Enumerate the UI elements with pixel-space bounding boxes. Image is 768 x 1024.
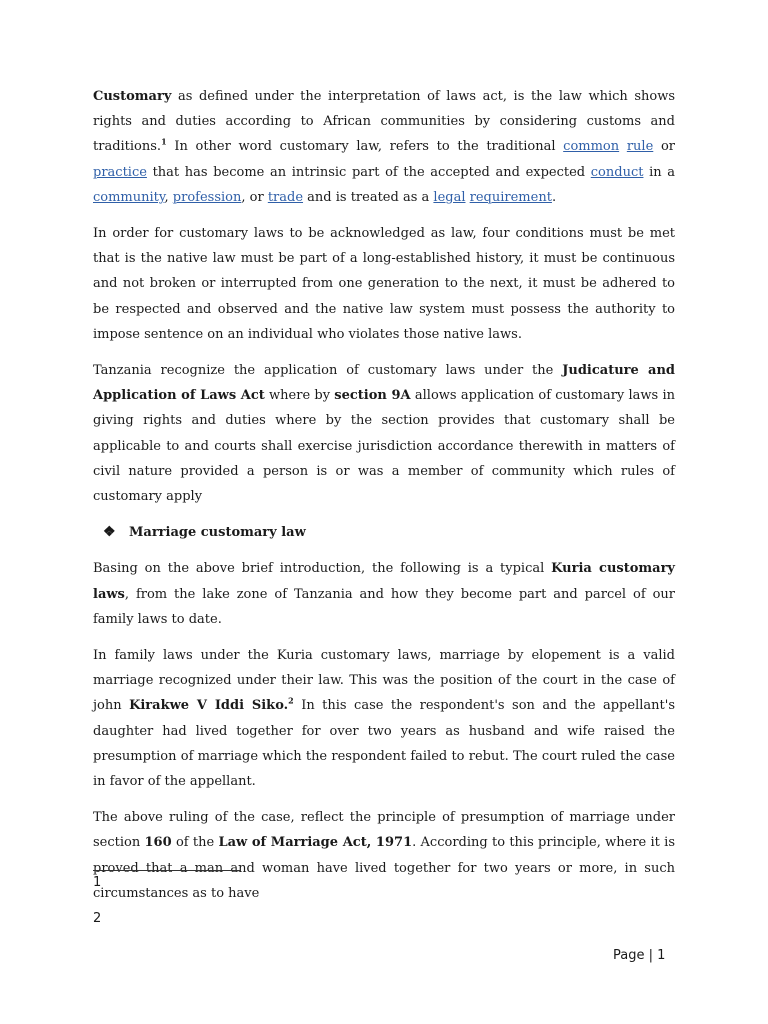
footnote-2: 2 (93, 911, 102, 926)
text-span: or (653, 139, 675, 155)
footnote-ref-2[interactable]: 2 (288, 696, 294, 707)
section-ref: section 9A (334, 388, 411, 404)
term-customary: Customary (93, 89, 172, 104)
link-requirement[interactable]: requirement (469, 189, 552, 205)
footnote-1: 1 (93, 875, 102, 890)
section-heading (93, 520, 675, 545)
link-common[interactable]: common (563, 139, 620, 155)
paragraph-ruling (93, 805, 675, 906)
page-number: Page | 1 (613, 948, 666, 963)
link-trade[interactable]: trade (267, 189, 304, 205)
link-conduct[interactable]: conduct (590, 164, 644, 180)
paragraph-conditions: In order for customary laws to be acknowledged as law, four conditions must be met that is the native law must be part of a long-established history, it must be continuous and not broken or interrupted from one generation to the next, it must be adhered to be respected and observed and the native law system must possess the authority to impose sentence on an individual who violates those native laws. (93, 226, 675, 342)
paragraph-case (93, 643, 675, 794)
paragraph-definition (93, 84, 675, 210)
text-span: Basing on the above brief introduction, the following is a typical (93, 561, 552, 577)
text-span: , or (241, 189, 268, 205)
paragraph-intro (93, 556, 675, 632)
act-name: Judicature and Application of Laws Act (93, 363, 676, 404)
link-practice[interactable]: practice (93, 164, 147, 180)
section-number: 160 (144, 835, 172, 851)
term-kuria: Kuria customary laws (93, 561, 675, 602)
footnote-separator (93, 870, 240, 871)
heading-text: Marriage customary law (129, 525, 306, 541)
text-span: In other word customary law, refers to the traditional (166, 139, 564, 155)
text-span: . According to this principle, where it is proved that a man and woman have lived together for two years or more, in such circumstances as to have (93, 835, 676, 901)
text-span: as defined under the interpretation of laws act, is the law which shows rights and duties according to African communities by considering customs and traditions. (93, 89, 675, 155)
body-text (93, 84, 675, 917)
act-title: Law of Marriage Act, 1971 (218, 835, 413, 851)
link-legal[interactable]: legal (433, 189, 466, 205)
footnote-ref-1[interactable]: 1 (161, 137, 167, 148)
text-span: , (164, 189, 173, 205)
case-name: Kirakwe V Iddi Siko. (129, 698, 289, 714)
text-span: In this case the respondent's son and the appellant's daughter had lived together for over two years as husband and wife raised the presumption of marriage which the respondent failed to rebut. The court ruled the case in favor of the appellant. (93, 698, 675, 790)
text-span: where by (264, 388, 335, 404)
link-profession[interactable]: profession (172, 189, 242, 205)
text-span: . (551, 189, 557, 205)
text-span: In family laws under the Kuria customary laws, marriage by elopement is a valid marriage recognized under their law. This was the position of the court in the case of john (93, 648, 675, 714)
text-span: , from the lake zone of Tanzania and how they become part and parcel of our family laws to date. (93, 586, 675, 627)
paragraph-tanzania (93, 358, 675, 509)
link-community[interactable]: community (93, 189, 165, 205)
text-span: The above ruling of the case, reflect the principle of presumption of marriage under section (93, 810, 675, 851)
link-rule[interactable]: rule (626, 139, 654, 155)
text-span: Tanzania recognize the application of customary laws under the (93, 363, 563, 379)
text-span: that has become an intrinsic part of the accepted and expected (146, 164, 591, 180)
text-span: allows application of customary laws in giving rights and duties where by the section provides that customary shall be applicable to and courts shall exercise jurisdiction accordance therewith in matters of civil nature provided a person is or was a member of community which rules of customary apply (93, 388, 675, 505)
diamond-bullet-icon: ❖ (103, 524, 116, 541)
text-span: and is treated as a (303, 189, 434, 205)
text-span: of the (171, 835, 219, 851)
text-span: in a (643, 164, 675, 180)
